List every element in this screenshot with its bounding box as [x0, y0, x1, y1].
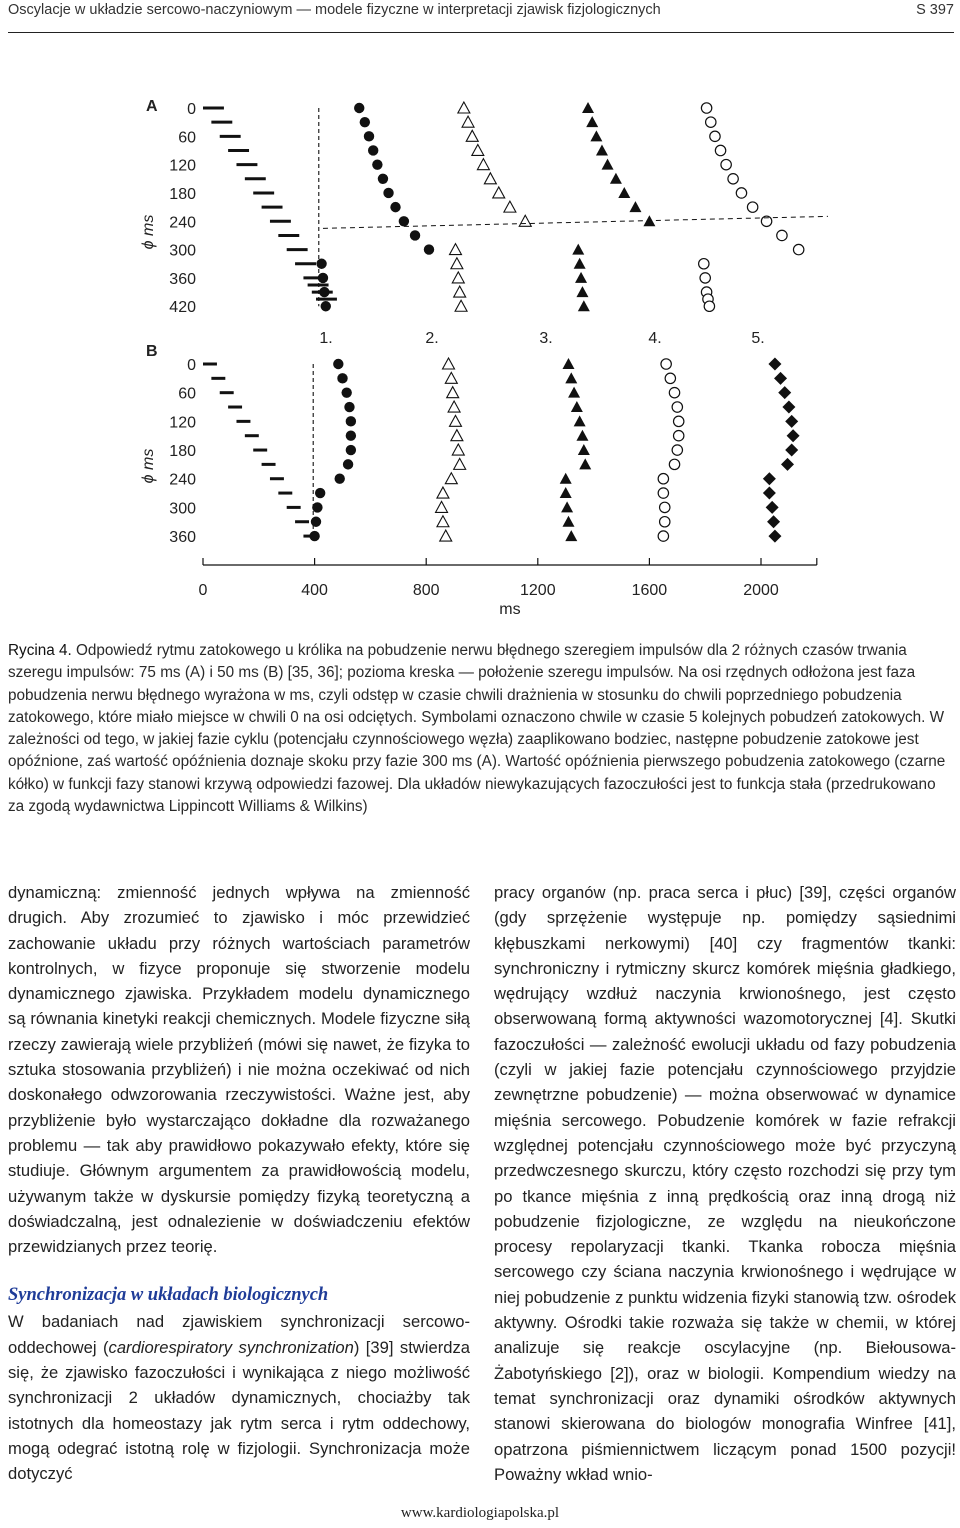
left-paragraph-1: dynamiczną: zmienność jednych wpływa na zmienność drugich. Aby zrozumieć to zjawisko i móc przewidzieć zachowanie układu przy różnych wartościach parametrów kontrolnych, w fizyce proponuje się stworzenie modelu dynamicznego zjawiska. Przykładem modelu dynamicznego są równania kinetyki reakcji chemicznych. Modele fizyczne siłą rzeczy zawierają wiele przybliżeń (mówi się nawet, że fizyka to sztuka stosowania przybliżeń) i nie można oczekiwać od nich doskonałego odwzorowania rzeczywistości. Ważne jest, aby przybliżenie było wystarczająco dokładne dla rozważanego problemu — tak aby prawidłowo pokazywało efekty, które się studiuje. Głównym argumentem za prawidłowością modelu, używanym także w dyskursie pomiędzy fizyką teoretyczną a doświadczalną, jest odnalezienie w doświadczeniu efektów przewidzianych przez teorię.	[8, 883, 470, 1257]
beat-marker	[565, 530, 577, 541]
beat-marker	[354, 103, 364, 113]
beat-number-label: 1.	[319, 330, 333, 347]
beat-marker	[710, 131, 720, 141]
beat-marker	[699, 259, 709, 269]
beat-marker	[767, 515, 780, 528]
beat-marker	[410, 230, 420, 240]
beat-marker	[315, 488, 325, 498]
beat-marker	[451, 430, 463, 441]
figure-caption	[8, 640, 950, 818]
jump-connector-line	[323, 216, 828, 228]
beat-marker	[368, 145, 378, 155]
beat-marker	[443, 358, 455, 369]
beat-marker	[560, 487, 572, 498]
beat-marker	[321, 301, 331, 311]
x-tick-label: 1600	[631, 582, 668, 599]
beat-marker	[383, 188, 393, 198]
beat-marker	[484, 173, 496, 184]
beat-marker	[436, 501, 448, 512]
beat-marker	[562, 358, 574, 369]
y-tick-label: 180	[169, 443, 196, 461]
caption-label: Rycina 4.	[8, 642, 72, 659]
footer-url: www.kardiologiapolska.pl	[400, 1505, 560, 1521]
beat-marker	[378, 174, 388, 184]
beat-marker	[721, 159, 731, 169]
beat-marker	[763, 472, 776, 485]
y-axis-label: ϕ ms	[140, 214, 157, 250]
beat-marker	[596, 144, 608, 155]
beat-marker	[660, 502, 670, 512]
beat-marker	[575, 272, 587, 283]
x-tick-label: 2000	[743, 582, 779, 599]
beat-marker	[337, 373, 347, 383]
beat-marker	[319, 287, 329, 297]
beat-marker	[768, 358, 781, 371]
beat-marker	[318, 273, 328, 283]
beat-marker	[610, 173, 622, 184]
beat-marker	[341, 387, 351, 397]
beat-marker	[346, 445, 356, 455]
beat-marker	[781, 458, 794, 471]
beat-marker	[454, 286, 466, 297]
beat-number-label: 5.	[751, 330, 765, 347]
beat-marker	[715, 145, 725, 155]
beat-number-label: 2.	[425, 330, 439, 347]
y-tick-label: 120	[169, 414, 196, 432]
beat-marker	[449, 415, 461, 426]
y-tick-label: 120	[169, 157, 196, 175]
y-tick-label: 300	[169, 242, 196, 260]
beat-marker	[778, 386, 791, 399]
y-tick-label: 240	[169, 214, 196, 232]
beat-marker	[447, 387, 459, 398]
beat-marker	[586, 116, 598, 127]
x-tick-label: 1200	[520, 582, 556, 599]
beat-marker	[477, 159, 489, 170]
left-paragraph-2-start: W badaniach nad zjawiskiem synchronizacji sercowo-oddechowej (	[8, 1312, 470, 1357]
beat-marker	[766, 501, 779, 514]
beat-marker	[700, 273, 710, 283]
y-tick-label: 300	[169, 500, 196, 518]
beat-marker	[451, 258, 463, 269]
beat-marker	[602, 159, 614, 170]
beat-marker	[309, 531, 319, 541]
section-heading: Synchronizacja w układach biologicznych	[8, 1285, 329, 1306]
y-tick-label: 60	[178, 129, 196, 147]
beat-marker	[669, 459, 679, 469]
y-tick-label: 420	[169, 299, 196, 317]
beat-marker	[629, 201, 641, 212]
beat-marker	[747, 202, 757, 212]
y-tick-label: 360	[169, 270, 196, 288]
beat-marker	[579, 458, 591, 469]
y-tick-label: 180	[169, 185, 196, 203]
beat-marker	[763, 487, 776, 500]
page-number: S 397	[916, 2, 954, 18]
running-title: Oscylacje w układzie sercowo-naczyniowym — modele fizyczne w interpretacji zjawisk fizjologicznych	[8, 2, 661, 18]
caption-text: Odpowiedź rytmu zatokowego u królika na pobudzenie nerwu błędnego szeregiem impulsów dla 2 różnych czasów trwania szeregu impulsów: 75 ms (A) i 50 ms (B) [35, 36]; pozioma kreska — położenie szeregu impulsów. Na osi rzędnych odłożona jest faza pobudzenia nerwu błędnego wyrażona w ms, czyli odstęp w czasie chwili drażnienia w stosunku do chwili poprzedniego pobudzenia zatokowego, które miało miejsce w chwili 0 na osi odciętych. Symbolami oznaczono chwile w czasie 5 kolejnych pobudzeń zatokowych. W zależności od tego, w jakiej fazie cyklu (potencjału czynnościowego węzła) zaaplikowano bodziec, następne pobudzenie zatokowe jest opóźnione, zaś wartość opóźnienia doznaje skoku przy fazie 300 ms (A). Wartość opóźnienia pierwszego pobudzenia zatokowego (czarne kółko) w funkcji fazy stanowi krzywą odpowiedzi fazowej. Dla układów niewykazujących fazoczułości jest to funkcja stała (przedrukowano za zgodą wydawnictwa Lippincott Williams & Wilkins)	[8, 642, 946, 816]
beat-marker	[568, 387, 580, 398]
beat-marker	[774, 372, 787, 385]
x-axis-label: ms	[499, 601, 521, 618]
beat-marker	[399, 216, 409, 226]
beat-marker	[777, 230, 787, 240]
beat-marker	[493, 187, 505, 198]
beat-marker	[372, 159, 382, 169]
beat-marker	[519, 215, 531, 226]
beat-marker	[669, 387, 679, 397]
beat-marker	[787, 429, 800, 442]
beat-marker	[701, 103, 711, 113]
beat-marker	[576, 286, 588, 297]
beat-marker	[571, 401, 583, 412]
beat-marker	[562, 516, 574, 527]
beat-marker	[658, 474, 668, 484]
beat-marker	[445, 372, 457, 383]
beat-marker	[455, 300, 467, 311]
beat-marker	[390, 202, 400, 212]
x-tick-label: 400	[301, 582, 328, 599]
y-tick-label: 0	[187, 357, 196, 374]
beat-marker	[704, 301, 714, 311]
beat-marker	[661, 359, 671, 369]
beat-marker	[665, 373, 675, 383]
beat-marker	[312, 502, 322, 512]
beat-marker	[582, 102, 594, 113]
y-tick-label: 0	[187, 101, 196, 118]
beat-marker	[560, 473, 572, 484]
beat-marker	[658, 488, 668, 498]
left-paragraph-2-end: ) [39] stwierdza się, że zjawisko fazoczułości i wynikająca z niego możliwość synchronizacji 2 układów dynamicznych, chociażby tak istotnych dla homeostazy jak rytm serca i rytm oddechowy, mogą odegrać istotną rolę w fizjologii. Synchronizacja może dotyczyć	[8, 1337, 470, 1484]
x-tick-label: 800	[412, 582, 440, 599]
beat-marker	[672, 402, 682, 412]
term-italic: cardiorespiratory synchronization	[108, 1337, 354, 1357]
beat-marker	[333, 359, 343, 369]
running-header	[8, 0, 954, 33]
beat-number-label: 3.	[539, 330, 553, 347]
beat-marker	[448, 401, 460, 412]
beat-marker	[462, 116, 474, 127]
right-paragraph: pracy organów (np. praca serca i płuc) [39], części organów (gdy sprzężenie występuje np. pomiędzy sąsiednimi kłębuszkami nerkowymi) [40] czy fragmentów tkanki: synchroniczny i rytmiczny skurcz komórek mięśnia gładkiego, wędrujący wzdłuż naczynia krwionośnego, jest często obserwowaną formą aktywności wazomotorycznej [4]. Skutki fazoczułości — zależność ewolucji układu od fazy pobudzenia (czyli w jakiej fazie potencjału czynnościowego przyjdzie zewnętrzne pobudzenie) — można obserwować w dynamice mięśnia sercowego. Pobudzenie komórek w fazie refrakcji względnej potencjału czynnościowego może być przyczyną przedwczesnego skurczu, który często rozchodzi się przy tym po tkance mięśnia z inną prędkością oraz inną drogą niż pobudzenie fizjologiczne, ze względu na nieukończone procesy repolaryzacji tkanki. Tkanka robocza mięśnia sercowego czy ściana naczynia krwionośnego i wędrujące w niej pobudzenie z punktu widzenia fizyki stanowią tzw. ośrodek aktywny. Ośrodki takie rozważa się także w chemii, w której analizuje się reakcje oscylacyjne (np. Biełousowa-Żabotyńskiego [2]), oraz w biologii. Kompendium wiedzy na temat synchronizacji oraz dynamiki ośrodków aktywnych stanowi skierowana do biologów monografia Winfree [41], opatrzona piśmiennictwem liczącym ponad 1500 pozycji! Poważny wkład wnio-	[494, 883, 956, 1484]
beat-marker	[424, 244, 434, 254]
x-tick-label: 0	[198, 582, 208, 599]
left-paragraph-2	[8, 1309, 470, 1486]
beat-marker	[574, 258, 586, 269]
beat-marker	[311, 517, 321, 527]
beat-marker	[785, 415, 798, 428]
beat-marker	[472, 144, 484, 155]
beat-marker	[672, 445, 682, 455]
y-tick-label: 360	[169, 529, 196, 547]
beat-marker	[360, 117, 370, 127]
beat-marker	[736, 188, 746, 198]
beat-marker	[344, 402, 354, 412]
beat-marker	[658, 531, 668, 541]
beat-marker	[449, 244, 461, 255]
beat-marker	[706, 117, 716, 127]
beat-marker	[673, 416, 683, 426]
beat-marker	[316, 259, 326, 269]
beat-marker	[504, 201, 516, 212]
beat-marker	[445, 473, 457, 484]
right-column	[494, 880, 956, 1487]
beat-marker	[590, 130, 602, 141]
panel-label: A	[146, 98, 158, 115]
beat-marker	[565, 372, 577, 383]
beat-marker	[346, 431, 356, 441]
beat-marker	[572, 244, 584, 255]
beat-marker	[660, 517, 670, 527]
beat-marker	[578, 444, 590, 455]
beat-marker	[466, 130, 478, 141]
y-axis-label: ϕ ms	[140, 448, 157, 484]
y-tick-label: 240	[169, 471, 196, 489]
panel-label: B	[146, 343, 158, 360]
beat-marker	[785, 444, 798, 457]
beat-marker	[364, 131, 374, 141]
beat-marker	[673, 431, 683, 441]
y-tick-label: 60	[178, 385, 196, 403]
beat-marker	[576, 430, 588, 441]
beat-marker	[437, 487, 449, 498]
beat-marker	[782, 401, 795, 414]
beat-marker	[728, 174, 738, 184]
beat-marker	[561, 501, 573, 512]
left-column	[8, 880, 470, 1487]
beat-marker	[454, 458, 466, 469]
phase-response-figure	[0, 78, 960, 628]
beat-number-label: 4.	[648, 330, 662, 347]
beat-marker	[335, 474, 345, 484]
beat-marker	[343, 459, 353, 469]
beat-marker	[437, 516, 449, 527]
beat-marker	[793, 244, 803, 254]
beat-marker	[768, 530, 781, 543]
beat-marker	[346, 416, 356, 426]
beat-marker	[574, 415, 586, 426]
beat-marker	[440, 530, 452, 541]
beat-marker	[452, 444, 464, 455]
beat-marker	[452, 272, 464, 283]
beat-marker	[458, 102, 470, 113]
beat-marker	[578, 300, 590, 311]
beat-marker	[618, 187, 630, 198]
